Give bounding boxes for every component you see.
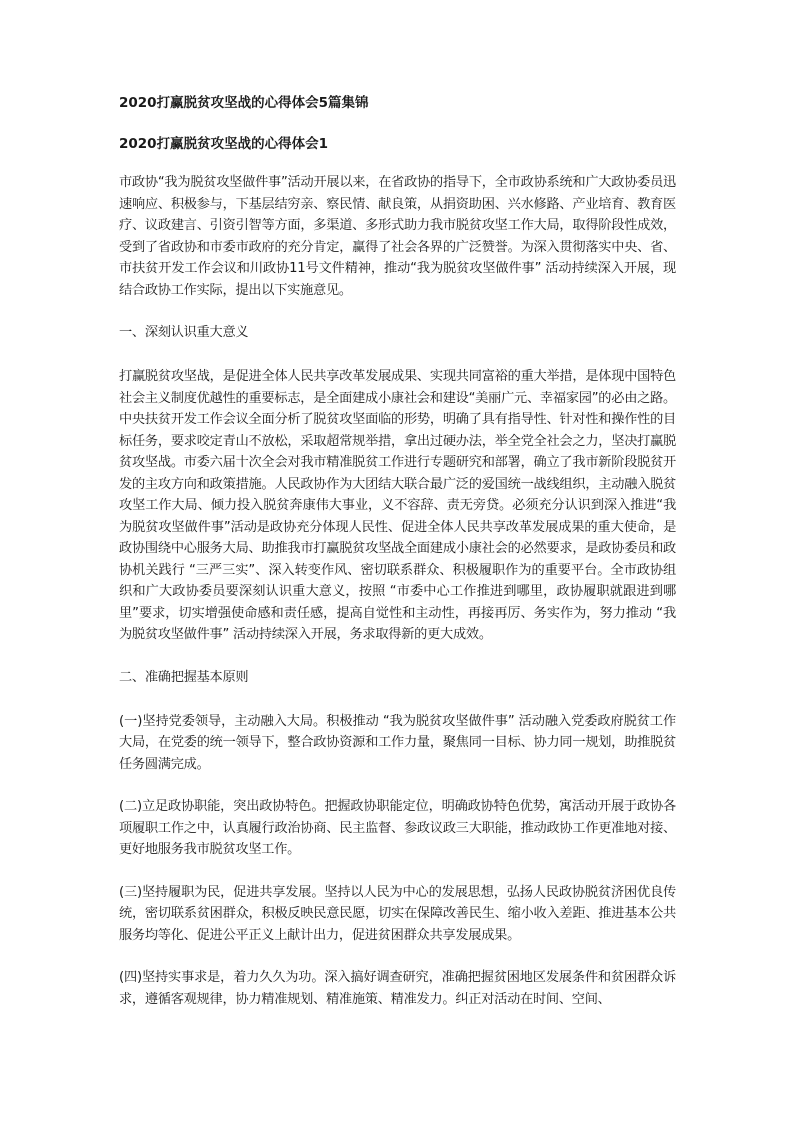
principle-paragraph-2: (二)立足政协职能，突出政协特色。把握政协职能定位，明确政协特色优势，寓活动开展于政协各项履职工作之中，认真履行政治协商、民主监督、参政议政三大职能，推动政协工作更准地对接、更好地服务我市脱贫攻坚工作。 [119, 799, 676, 857]
section-heading-1: 一、深刻认识重大意义 [119, 325, 249, 340]
document-title: 2020打赢脱贫攻坚战的心得体会5篇集锦 [119, 95, 369, 111]
principle-paragraph-1: (一)坚持党委领导，主动融入大局。积极推动 “我为脱贫攻坚做件事” 活动融入党委政府脱贫工作大局，在党委的统一领导下，整合政协资源和工作力量，聚焦同一目标、协力同一规划，助推脱贫任务圆满完成。 [119, 713, 676, 772]
intro-paragraph: 市政协“我为脱贫攻坚做件事”活动开展以来，在省政协的指导下，全市政协系统和广大政协委员迅速响应、积极参与，下基层结穷亲、察民情、献良策，从捐资助困、兴水修路、产业培育、教育医疗、议政建言、引资引智等方面，多渠道、多形式助力我市脱贫攻坚工作大局，取得阶段性成效，受到了省政协和市委市政府的充分肯定，赢得了社会各界的广泛赞誉。为深入贯彻落实中央、省、市扶贫开发工作会议和川政协11号文件精神，推动“我为脱贫攻坚做件事” 活动持续深入开展，现结合政协工作实际，提出以下实施意见。 [119, 175, 676, 298]
document-page [119, 92, 676, 1031]
principle-paragraph-3: (三)坚持履职为民，促进共享发展。坚持以人民为中心的发展思想，弘扬人民政协脱贫济困优良传统，密切联系贫困群众，积极反映民意民愿，切实在保障改善民生、缩小收入差距、推进基本公共服务均等化、促进公平正义上献计出力，促进贫困群众共享发展成果。 [119, 884, 676, 943]
section1-paragraph: 打赢脱贫攻坚战，是促进全体人民共享改革发展成果、实现共同富裕的重大举措，是体现中国特色社会主义制度优越性的重要标志，是全面建成小康社会和建设“美丽广元、幸福家园”的必由之路。中央扶贫开发工作会议全面分析了脱贫攻坚面临的形势，明确了具有指导性、针对性和操作性的目标任务，要求咬定青山不放松，采取超常规举措，拿出过硬办法，举全党全社会之力，坚决打赢脱贫攻坚战。市委六届十次全会对我市精准脱贫工作进行专题研究和部署，确立了我市新阶段脱贫开发的主攻方向和政策措施。人民政协作为大团结大联合最广泛的爱国统一战线组织，主动融入脱贫攻坚工作大局、倾力投入脱贫奔康伟大事业，义不容辞、责无旁贷。必须充分认识到深入推进“我为脱贫攻坚做件事”活动是政协充分体现人民性、促进全体人民共享改革发展成果的重大使命，是政协围绕中心服务大局、助推我市打赢脱贫攻坚战全面建成小康社会的必然要求，是政协委员和政协机关践行 “三严三实”、深入转变作风、密切联系群众、积极履职作为的重要平台。全市政协组织和广大政协委员要深刻认识重大意义，按照 “市委中心工作推进到哪里，政协履职就跟进到哪里”要求，切实增强使命感和责任感，提高自觉性和主动性，再接再厉、务实作为，努力推动 “我为脱贫攻坚做件事” 活动持续深入开展，务求取得新的更大成效。 [119, 369, 676, 642]
section-heading-2: 二、准确把握基本原则 [119, 669, 249, 685]
principle-paragraph-4: (四)坚持实事求是，着力久久为功。深入搞好调查研究，准确把握贫困地区发展条件和贫困群众诉求，遵循客观规律，协力精准规划、精准施策、精准发力。纠正对活动在时间、空间、 [119, 970, 676, 1007]
document-subtitle: 2020打赢脱贫攻坚战的心得体会1 [119, 136, 328, 152]
